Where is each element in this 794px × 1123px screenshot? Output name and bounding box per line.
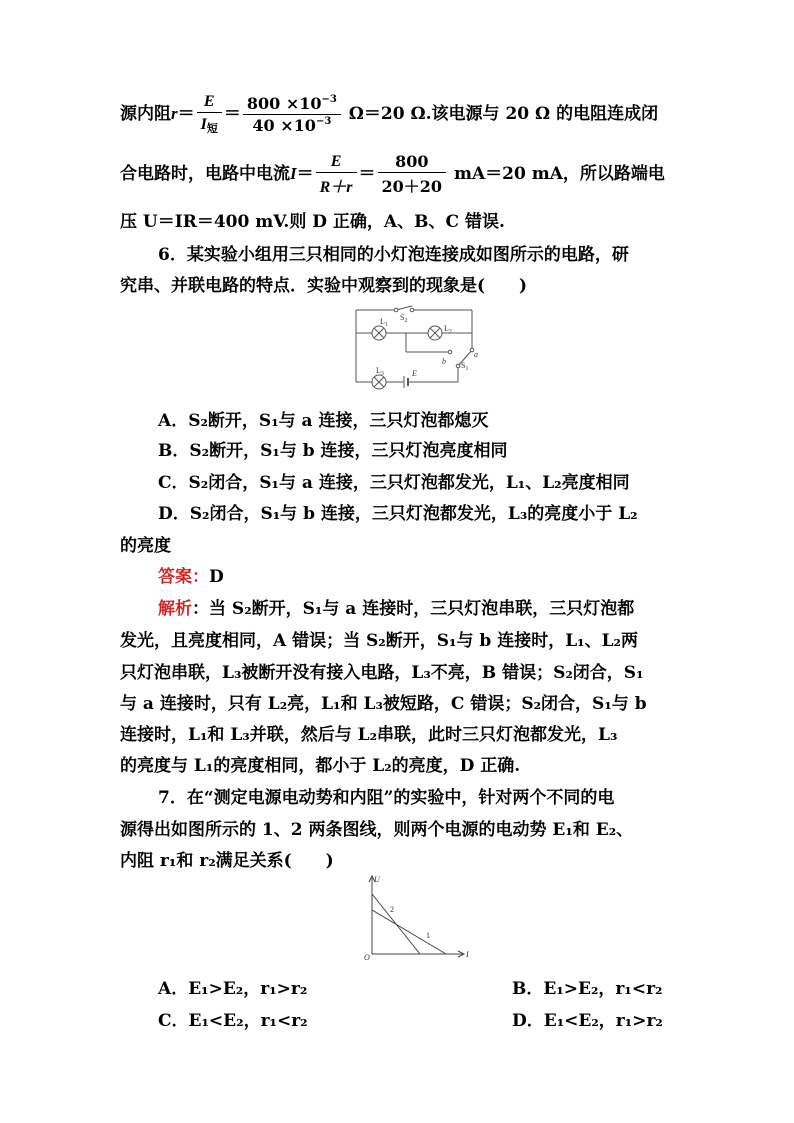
label-s1: $S_1$ [461,361,469,372]
label-l3: $L_3$ [376,366,384,377]
q6-analysis-line-6: 的亮度与 L₁的亮度相同，都小于 L₂的亮度，D 正确. [120,756,521,776]
q6-analysis-line-2: 发光，且亮度相同，A 错误；当 S₂断开，S₁与 b 连接时，L₁、L₂两 [120,631,638,651]
q6-option-b: B．S₂断开，S₁与 b 连接，三只灯泡亮度相同 [158,441,508,461]
frac-den: I [200,116,207,133]
answer-value: D [209,567,224,587]
q7-option-c: C．E₁<E₂，r₁<r₂ [158,1011,308,1031]
q7-option-a: A．E₁>E₂，r₁>r₂ [158,979,308,999]
sol5-l2-post: mA＝20 mA，所以路端电 [454,164,665,184]
line-2-label: 2 [390,905,394,914]
q6-stem-line-1: 6．某实验小组用三只相同的小灯泡连接成如图所示的电路，研 [158,245,629,265]
q6-answer [158,562,224,587]
u-label: U [374,875,380,884]
q7-stem-line-3: 内阻 r₁和 r₂满足关系( ) [120,851,334,871]
label-a: a [474,350,478,359]
q6-option-c: C．S₂闭合，S₁与 a 连接，三只灯泡都发光，L₁、L₂亮度相同 [158,473,630,493]
fraction-800-over-40 [243,94,341,135]
frac-num: E [197,93,222,113]
q6-analysis-line-4: 与 a 连接时，只有 L₂亮，L₁和 L₃被短路，C 错误；S₂闭合，S₁与 b [120,694,647,714]
sol5-l2-pre: 合电路时，电路中电流 [120,164,290,184]
frac-num: E [316,153,357,173]
fraction-800-over-40-sum [378,152,447,197]
fraction-e-over-r [316,153,357,197]
q6-option-d-line-2: 的亮度 [120,536,171,556]
q6-stem-line-2: 究串、并联电路的特点．实验中观察到的现象是( ) [120,276,528,296]
i-label: I [466,950,469,959]
frac-den: 20＋20 [381,177,443,196]
line-2 [372,894,420,954]
q6-analysis-line-1 [158,594,634,619]
var-r: r [171,104,178,123]
sol5-l1-post: Ω＝20 Ω.该电源与 20 Ω 的电阻连成闭 [348,104,659,124]
exponent: −3 [315,116,332,127]
answer-label: 答案： [158,567,209,587]
label-e: E [412,369,417,378]
fraction-e-over-ishort [197,93,222,136]
origin-label: O [364,953,370,962]
frac-num: 800 [378,152,447,173]
equals: ＝ [296,164,314,184]
equals: ＝ [177,104,195,124]
var-i: I [290,164,297,183]
label-b: b [442,357,446,366]
q7-option-b: B．E₁>E₂，r₁<r₂ [512,979,663,999]
analysis-label: 解析 [158,599,192,619]
q7-stem-line-2: 源得出如图所示的 1、2 两条图线，则两个电源的电动势 E₁和 E₂、 [120,820,634,840]
exponent: −3 [321,94,337,105]
sol5-line-1 [120,93,658,136]
label-s2: $S_2$ [400,313,408,324]
equals: ＝ [223,104,241,124]
line-1-label: 1 [426,931,430,940]
frac-num: 800 ×10 [246,94,322,113]
subscript-short: 短 [206,122,218,135]
q6-analysis-line-3: 只灯泡串联，L₃被断开没有接入电路，L₃不亮，B 错误；S₂闭合，S₁ [120,663,644,683]
label-l2: $L_2$ [444,324,452,335]
q7-stem-line-1: 7．在“测定电源电动势和内阻”的实验中，针对两个不同的电 [158,788,615,808]
label-l1: $L_1$ [380,317,388,328]
equals: ＝ [358,164,376,184]
sol5-line-2 [120,152,665,197]
frac-den: 40 ×10 [252,116,316,135]
circuit-diagram [350,300,480,392]
frac-den: R＋r [319,178,353,196]
sol5-l1-pre: 源内阻 [120,104,171,124]
analysis-text: ：当 S₂断开，S₁与 a 连接时，三只灯泡串联，三只灯泡都 [192,599,635,619]
sol5-line-3: 压 U＝IR＝400 mV.则 D 正确，A、B、C 错误. [120,212,505,232]
q7-option-d: D．E₁<E₂，r₁>r₂ [512,1011,663,1031]
q6-analysis-line-5: 连接时，L₁和 L₃并联，然后与 L₂串联，此时三只灯泡都发光，L₃ [120,725,618,745]
q6-option-d-line-1: D．S₂闭合，S₁与 b 连接，三只灯泡都发光，L₃的亮度小于 L₂ [158,504,638,524]
line-1 [372,910,446,954]
q6-option-a: A．S₂断开，S₁与 a 连接，三只灯泡都熄灭 [158,411,489,431]
u-i-graph [360,872,472,964]
